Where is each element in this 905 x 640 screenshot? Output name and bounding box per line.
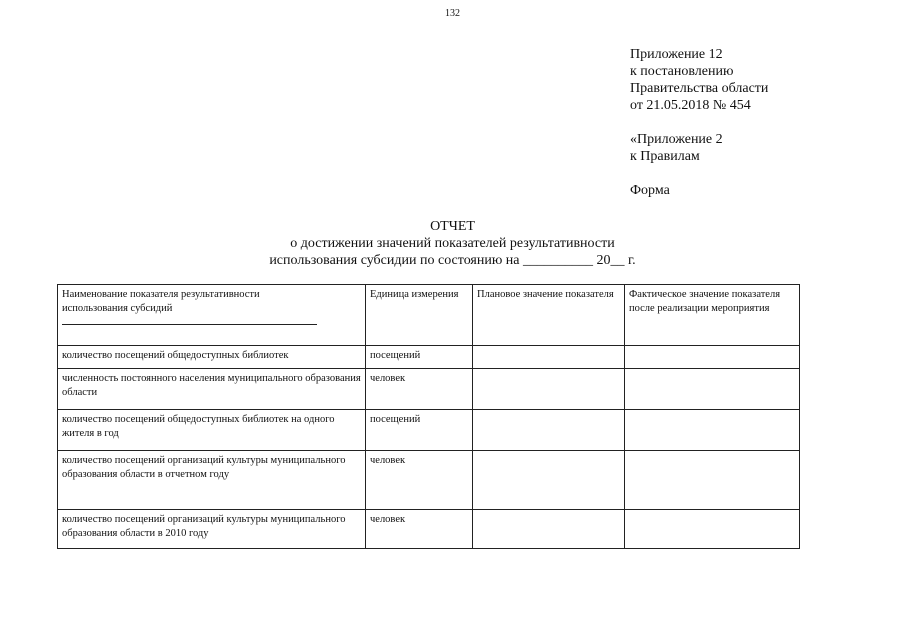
fact-value-cell[interactable]: [625, 410, 800, 451]
page-number: 132: [445, 8, 460, 19]
header-cell-plan: Плановое значение показателя: [473, 285, 625, 346]
report-title-block: [0, 218, 905, 269]
indicator-name-cell: количество посещений организаций культуры муниципального образования области в 2010 году: [58, 510, 366, 549]
plan-value-cell[interactable]: [473, 410, 625, 451]
table-row: [58, 510, 800, 549]
header-indicator-label: Наименование показателя результативности использования субсидий: [62, 288, 317, 325]
unit-cell: посещений: [366, 346, 473, 369]
report-date-line: использования субсидии по состоянию на __________ 20__ г.: [269, 253, 636, 268]
unit-cell: человек: [366, 510, 473, 549]
form-label: Форма: [630, 183, 670, 198]
appendix-authority: Правительства области: [630, 81, 769, 96]
unit-cell: человек: [366, 451, 473, 510]
fact-value-cell[interactable]: [625, 369, 800, 410]
appendix-date: от 21.05.2018 № 454: [630, 98, 751, 113]
table-row: [58, 346, 800, 369]
table-header-row: [58, 285, 800, 346]
table-row: [58, 369, 800, 410]
appendix-number: Приложение 12: [630, 47, 723, 62]
table-row: [58, 410, 800, 451]
plan-value-cell[interactable]: [473, 369, 625, 410]
fact-value-cell[interactable]: [625, 510, 800, 549]
header-cell-unit: Единица измерения: [366, 285, 473, 346]
indicator-name-cell: количество посещений общедоступных библиотек: [58, 346, 366, 369]
rules-reference: к Правилам: [630, 149, 700, 164]
report-subtitle: о достижении значений показателей результативности: [290, 236, 615, 251]
fact-value-cell[interactable]: [625, 346, 800, 369]
rules-appendix-number: «Приложение 2: [630, 132, 723, 147]
table-row: [58, 451, 800, 510]
indicator-name-cell: количество посещений общедоступных библиотек на одного жителя в год: [58, 410, 366, 451]
header-cell-indicator: [58, 285, 366, 346]
plan-value-cell[interactable]: [473, 451, 625, 510]
plan-value-cell[interactable]: [473, 510, 625, 549]
indicator-name-cell: количество посещений организаций культуры муниципального образования области в отчетном году: [58, 451, 366, 510]
appendix-reference: к постановлению: [630, 64, 734, 79]
unit-cell: посещений: [366, 410, 473, 451]
plan-value-cell[interactable]: [473, 346, 625, 369]
appendix-block: [630, 46, 768, 199]
fact-value-cell[interactable]: [625, 451, 800, 510]
indicator-table: [57, 284, 800, 549]
report-title: ОТЧЕТ: [430, 219, 475, 234]
unit-cell: человек: [366, 369, 473, 410]
header-cell-fact: Фактическое значение показателя после реализации мероприятия: [625, 285, 800, 346]
indicator-name-cell: численность постоянного населения муниципального образования области: [58, 369, 366, 410]
